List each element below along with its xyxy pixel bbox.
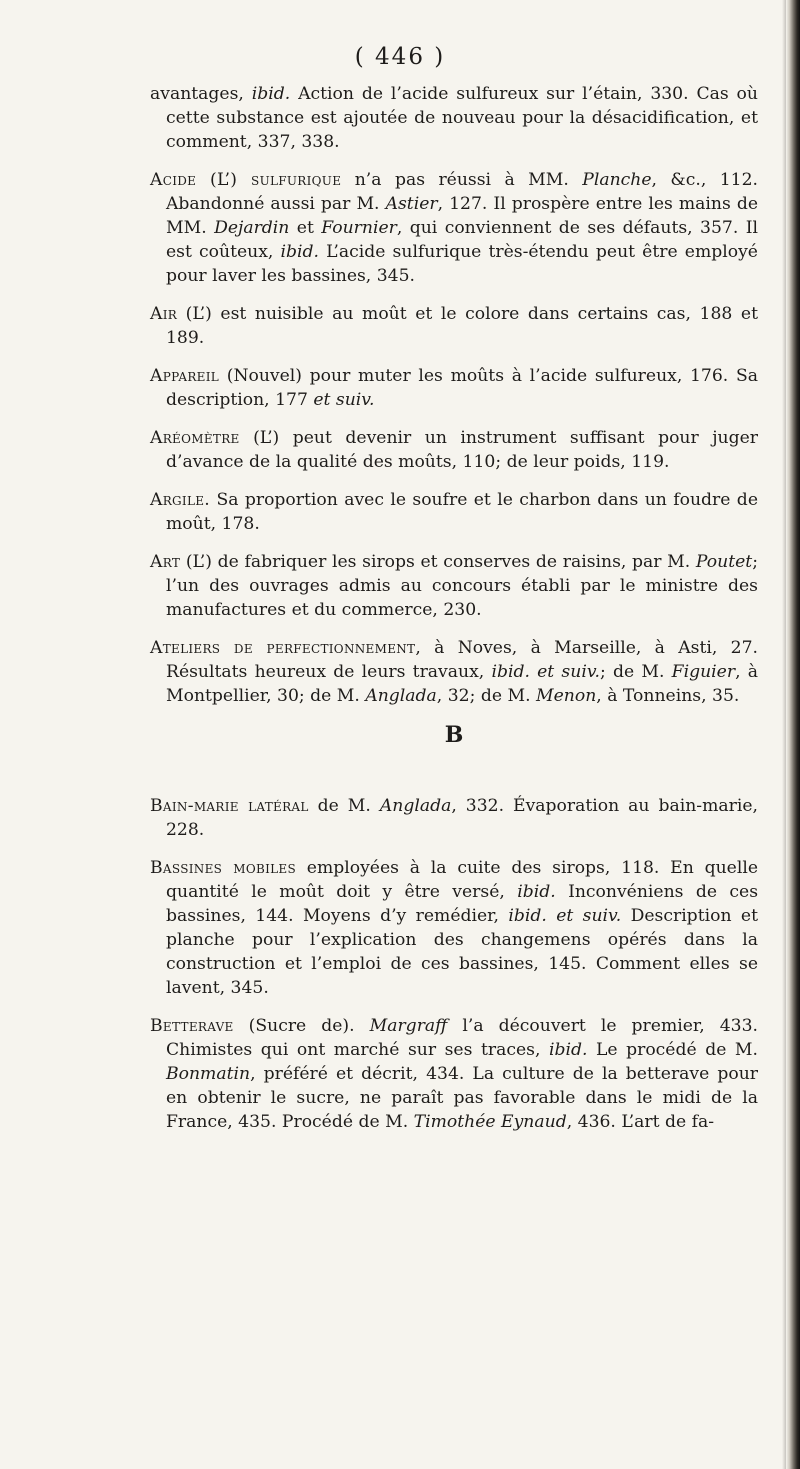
entry-italic-text: ibid. et suiv. — [491, 662, 600, 682]
entry-italic-text: Fournier — [321, 218, 397, 238]
entry-italic-text: Timothée Eynaud — [413, 1112, 567, 1132]
entry-text: , 436. L’art de fa- — [566, 1112, 715, 1132]
entries-group-b — [150, 794, 758, 1134]
index-entry — [150, 488, 758, 536]
index-entry — [150, 636, 758, 708]
index-entry — [150, 364, 758, 412]
entry-italic-text: Dejardin — [214, 218, 290, 238]
entry-text: et — [289, 218, 322, 238]
entries-group-a — [150, 82, 758, 708]
entry-headword: Appareil — [150, 366, 220, 386]
entry-text: Description et planche pour l’explication des changemens opérés dans la construction et l’emploi de ces bassines, 145. Comment elles se lavent, 345. — [166, 906, 758, 998]
entry-headword: Bain-marie latéral — [150, 796, 309, 816]
entry-text: avantages, — [150, 84, 252, 104]
entry-italic-text: Planche — [582, 170, 652, 190]
entry-text: , 332. Évaporation au bain-marie, 228. — [166, 796, 758, 840]
entry-text: , 127. Il prospère entre les mains de MM. — [166, 194, 759, 238]
entry-text: de M. — [308, 796, 380, 816]
entry-italic-text: Astier — [385, 194, 438, 214]
entry-italic-text: Figuier — [671, 662, 736, 682]
entry-text: (L’) de fabriquer les sirops et conserves de raisins, par M. — [180, 552, 696, 572]
entry-italic-text: ibid. — [251, 84, 291, 104]
index-entry — [150, 302, 758, 350]
entry-text: (L’) peut devenir un instrument suffisant pour juger d’avance de la qualité des moûts, 110; de leur poids, 119. — [166, 428, 758, 472]
entry-italic-text: Anglada — [365, 686, 437, 706]
entry-text: Sa proportion avec le soufre et le charbon dans un foudre de moût, 178. — [166, 490, 758, 534]
entry-text: ; de M. — [599, 662, 672, 682]
entry-text: , 32; de M. — [436, 686, 537, 706]
entry-text: ; l’un des ouvrages admis au concours établi par le ministre des manufactures et du commerce, 230. — [166, 552, 758, 620]
entry-italic-text: ibid. et suiv. — [508, 906, 622, 926]
index-entry — [150, 1014, 758, 1134]
page-edge — [786, 0, 800, 1469]
index-entry — [150, 426, 758, 474]
entry-text: Inconvéniens de ces bassines, 144. Moyens d’y remédier, — [166, 882, 759, 926]
entry-headword: Argile. — [150, 490, 211, 510]
entry-italic-text: ibid. — [280, 242, 319, 262]
entry-text: (Sucre de). — [233, 1016, 370, 1036]
index-entry — [150, 168, 758, 288]
entry-headword: Betterave — [150, 1016, 234, 1036]
entry-text: (L’) est nuisible au moût et le colore dans certains cas, 188 et 189. — [166, 304, 758, 348]
index-entry — [150, 82, 758, 154]
entry-headword: Aréomètre — [150, 428, 240, 448]
entry-text: , qui conviennent de ses défauts, 357. Il est coûteux, — [166, 218, 758, 262]
index-entry — [150, 794, 758, 842]
entry-text: employées à la cuite des sirops, 118. En quelle quantité le moût doit y être versé, — [166, 858, 759, 902]
index-entry — [150, 550, 758, 622]
index-entry — [150, 856, 758, 1000]
entry-headword: Acide (L’) sulfurique — [150, 170, 342, 190]
entry-headword: Bassines mobiles — [150, 858, 296, 878]
entry-text: n’a pas réussi à MM. — [341, 170, 583, 190]
entry-text: , préféré et décrit, 434. La culture de la betterave pour en obtenir le sucre, ne paraît pas favorable dans le midi de la France, 435. Procédé de M. — [166, 1064, 758, 1132]
entry-italic-text: Menon — [536, 686, 597, 706]
entry-text: (Nouvel) pour muter les moûts à l’acide sulfureux, 176. Sa description, 177 — [166, 366, 758, 410]
entry-italic-text: et suiv. — [313, 390, 375, 410]
entry-headword: Air — [150, 304, 178, 324]
entry-text: Action de l’acide sulfureux sur l’étain, 330. Cas où cette substance est ajoutée de nouveau pour la désacidification, et comment, 337, 338. — [166, 84, 758, 152]
entry-italic-text: Bonmatin — [166, 1064, 251, 1084]
entry-text: l’a découvert le premier, 433. Chimistes qui ont marché sur ses traces, — [166, 1016, 758, 1060]
entry-italic-text: Anglada — [379, 796, 452, 816]
entry-text: , à Noves, à Marseille, à Asti, 27. Résultats heureux de leurs travaux, — [166, 638, 758, 682]
entry-italic-text: ibid. — [517, 882, 556, 902]
entry-italic-text: ibid. — [548, 1040, 588, 1060]
entry-text: , &c., 112. Abandonné aussi par M. — [166, 170, 758, 214]
section-letter-heading: B — [444, 722, 464, 748]
entry-text: , à Montpellier, 30; de M. — [166, 662, 758, 706]
entry-text: , à Tonneins, 35. — [596, 686, 740, 706]
entry-italic-text: Margraff — [369, 1016, 448, 1036]
entry-headword: Art — [150, 552, 181, 572]
page-number: ( 446 ) — [354, 44, 446, 70]
entry-italic-text: Poutet — [695, 552, 753, 572]
entry-text: Le procédé de M. — [587, 1040, 758, 1060]
index-entries — [150, 82, 758, 1148]
entry-headword: Ateliers de perfectionnement — [150, 638, 416, 658]
entry-text: L’acide sulfurique très-étendu peut être employé pour laver les bassines, 345. — [166, 242, 758, 286]
